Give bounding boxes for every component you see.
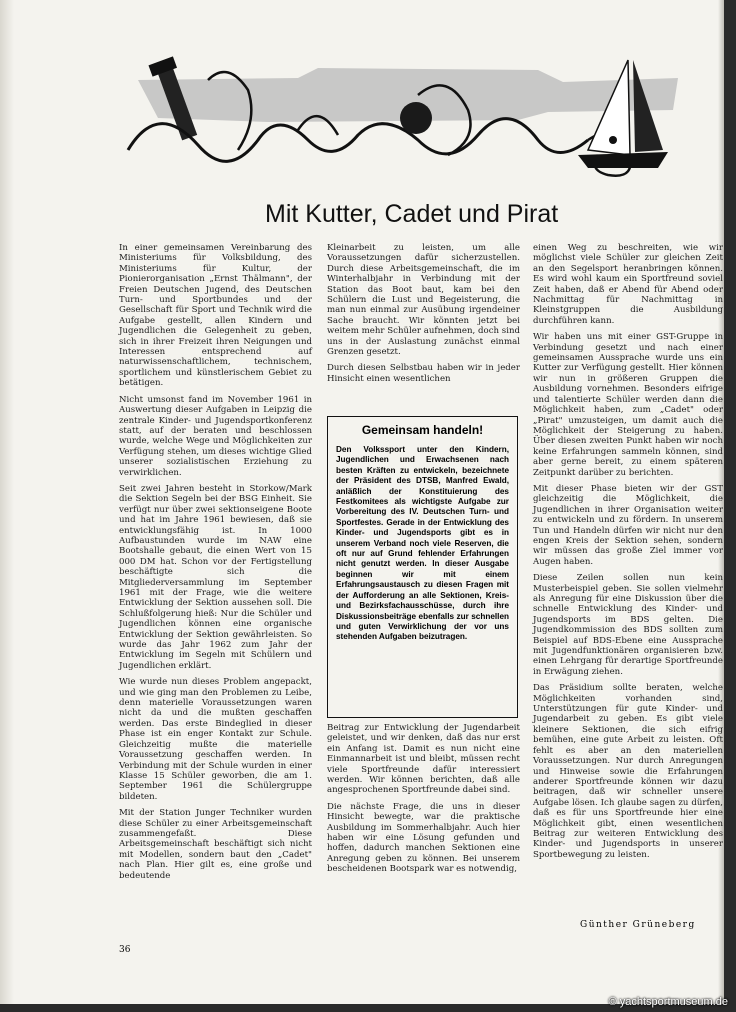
callout-text: Den Volkssport unter den Kindern, Jugendlichen und Erwachsenen nach besten Kräften zu entwickeln, bezeichnete der Präsident des DTSB, Manfred Ewald, anläßlich der Konstituierung des Festkomitees als wichtigste Aufgabe zur Vorbereitung des IV. Deutschen Turn- und Sportfestes. Gerade in der Entwicklung des Kinder- und Jugendsports gibt es in unserem Verband noch viele Reserven, die oft nur auf Grund fehlender Erfahrungen nicht genutzt werden. In dieser Ausgabe beginnen wir mit einem Erfahrungsaustausch zu diesen Fragen mit der Aufforderung an alle Sektionen, Kreis- und Bezirksfachausschüsse, durch ihre Diskussionsbeiträge ebenfalls zur schnellen und guten Verwirklichung der vor uns stehenden Aufgaben beizutragen. xyxy=(336,445,509,642)
callout-box xyxy=(327,416,518,718)
paragraph: Die nächste Frage, die uns in dieser Hinsicht bewegte, war die praktische Ausbildung im Sommerhalbjahr. Auch hier haben wir eine Lösung gefunden und hoffen, dadurch manchen Sektionen eine Anregung geben zu können. Bei unserem bescheidenen Bootspark war es notwendig, xyxy=(327,801,520,875)
text-column-1 xyxy=(119,243,312,887)
paragraph: Wie wurde nun dieses Problem angepackt, und wie ging man den Problemen zu Leibe, denn materielle Voraussetzungen waren nicht da und die mußten geschaffen werden. Das erste Bindeglied in dieser Phase ist ein enger Kontakt zur Schule. Gleichzeitig mußte die materielle Voraussetzung geschaffen werden. In Verbindung mit der Schule wurden in einer Klasse 15 Schüler geworben, die am 1. September 1961 die Schülergruppe bildeten. xyxy=(119,677,312,802)
sailboat-icon xyxy=(578,60,668,168)
header-illustration xyxy=(118,40,678,200)
text-column-2-top xyxy=(327,243,520,390)
paragraph: Nicht umsonst fand im November 1961 in Auswertung dieser Aufgaben in Leipzig die zentrale Kinder- und Jugendsportkonferenz statt, auf der beraten und beschlossen wurde, welche Wege und Möglichkeiten zur Verfügung stehen, um dieses wichtige Glied unserer sozialistischen Erziehung zu verwirklichen. xyxy=(119,394,312,478)
paragraph: Mit dieser Phase bieten wir der GST gleichzeitig die Möglichkeit, die Jugendlichen in ihrer Organisation weiter zu entwickeln und zu fördern. In unserem Tun und Handeln dürfen wir nicht nur den engen Kreis der Sektion sehen, sondern wir müssen das große Ziel immer vor Augen haben. xyxy=(533,483,723,567)
art-title xyxy=(287,182,348,193)
paragraph: einen Weg zu beschreiten, wie wir möglichst viele Schüler zur gleichen Zeit an den Segelsport heranbringen können. Es wird wohl kaum ein Sportfreund soviel Zeit haben, daß er Abend für Abend oder Nachmittag für Nachmittag in Kleinstgruppen die Ausbildung durchführen kann. xyxy=(533,243,723,326)
paragraph: Diese Zeilen sollen nun kein Musterbeispiel geben. Sie sollen vielmehr als Anregung für eine Diskussion über die schnelle Entwicklung des Kinder- und Jugendsports im BDS gelten. Die Jugendkommission des BDS sollten zum Beispiel auf BDS-Ebene eine Aussprache mit Jugendfunktionären organisieren bzw. einen Lehrgang für derartige Sportfreunde in Erwägung ziehen. xyxy=(533,573,723,677)
paragraph: Beitrag zur Entwicklung der Jugendarbeit geleistet, und wir denken, daß das nur erst ein Anfang ist. Damit es nun nicht eine Einmannarbeit ist und bleibt, müssen recht viele Sportfreunde dafür interessiert werden. Wir können berichten, daß alle angesprochenen Sportfreunde dabei sind. xyxy=(327,723,520,796)
text-column-2-bottom xyxy=(327,723,520,881)
rope-knot-icon xyxy=(400,102,432,134)
page-number: 36 xyxy=(119,945,131,955)
callout-title: Gemeinsam handeln! xyxy=(361,423,484,437)
paragraph: Kleinarbeit zu leisten, um alle Voraussetzungen dafür sicherzustellen. Durch diese Arbeitsgemeinschaft, die im Winterhalbjahr in Verbindung mit der Station das Boot baut, kam bei den Schülern die Lust und Begeisterung, die man nun einmal zur Ausübung irgendeiner Sache braucht. Wir könnten jetzt bei weitem mehr Schüler aufnehmen, doch sind uns in der Auslastung zunächst einmal Grenzen gesetzt. xyxy=(327,243,520,358)
rope-lettering xyxy=(128,119,588,162)
text-column-3 xyxy=(533,243,723,866)
author-signature: Günther Grüneberg xyxy=(580,920,696,930)
page-spine xyxy=(0,0,14,1004)
paragraph: Mit der Station Junger Techniker wurden diese Schüler zu einer Arbeitsgemeinschaft zusammengefaßt. Diese Arbeitsgemeinschaft beschäftigt sich nicht mit Modellen, sondern baut den „Cadet" nach Plan. Hier gilt es, eine große und bedeutende xyxy=(119,808,312,881)
paragraph: Wir haben uns mit einer GST-Gruppe in Verbindung gesetzt und nach einer gemeinsamen Aussprache wurde uns ein Kutter zur Verfügung gestellt. Hier können wir nun in größeren Gruppen die Ausbildung vornehmen. Besonders eifrige und talentierte Schüler werden dann die Möglichkeit haben, zum „Cadet" oder „Pirat" umzusteigen, um damit auch die Möglichkeit der Steigerung zu haben. Über diesen zweiten Punkt haben wir noch keine Erfahrungen sammeln können, sind aber gerne bereit, zu einem späteren Zeitpunkt darüber zu berichten. xyxy=(533,332,723,478)
paragraph: Durch diesen Selbstbau haben wir in jeder Hinsicht einen wesentlichen xyxy=(327,363,520,384)
paragraph: In einer gemeinsamen Vereinbarung des Ministeriums für Volksbildung, des Ministeriums für Kultur, der Pionierorganisation „Ernst Thälmann", der Freien Deutschen Jugend, des Deutschen Turn- und Sportbundes und der Gesellschaft für Sport und Technik wird die Aufgabe gestellt, allen Kindern und Jugendlichen die Gelegenheit zu geben, sich in ihrer Freizeit ihren Neigungen und Interessen entsprechend auf naturwissenschaftlichem, technischem, sportlichem und künstlerischem Gebiet zu betätigen. xyxy=(119,243,312,389)
article-headline: Mit Kutter, Cadet und Pirat xyxy=(265,200,559,228)
watermark: © yachtsportmuseum.de xyxy=(608,996,728,1008)
paragraph: Das Präsidium sollte beraten, welche Möglichkeiten vorhanden sind, Unterstützungen für gute Kinder- und Jugendarbeit zu geben. Es gibt viele kleinere Sektionen, die sich eifrig bemühen, eine gute Arbeit zu leisten. Oft fehlt es aber an den materiellen Voraussetzungen. Nur durch Anregungen und Hinweise sowie die Erfahrungen anderer Sportfreunde können wir dazu beitragen, daß wir schneller unsere Aufgabe lösen. Ich glaube sagen zu dürfen, daß es für uns Sportfreunde hier eine Möglichkeit gibt, einen wesentlichen Beitrag zur weiteren Entwicklung des Kinder- und Jugendsports in unserer Sportbewegung zu leisten. xyxy=(533,683,723,860)
paragraph: Seit zwei Jahren besteht in Storkow/Mark die Sektion Segeln bei der BSG Einheit. Sie verfügt nur über zwei sektionseigene Boote und hat im Jahre 1961 bewiesen, daß sie entwicklungsfähig ist. In 1000 Aufbaustunden wurde im NAW eine Bootshalle gebaut, die einen Wert von 15 000 DM hat. Schon vor der Fertigstellung beschäftigte sich die Mitgliederversammlung im September 1961 mit der Frage, wie die weitere Entwicklung der Sektion aussehen soll. Die Schlußfolgerung hieß: Nur die Schüler und Jugendlichen können eine organische Entwicklung der Sektion gewährleisten. So wurde das Jahr 1962 zum Jahr der Entwicklung im Segeln mit Schülern und Jugendlichen erklärt. xyxy=(119,483,312,671)
